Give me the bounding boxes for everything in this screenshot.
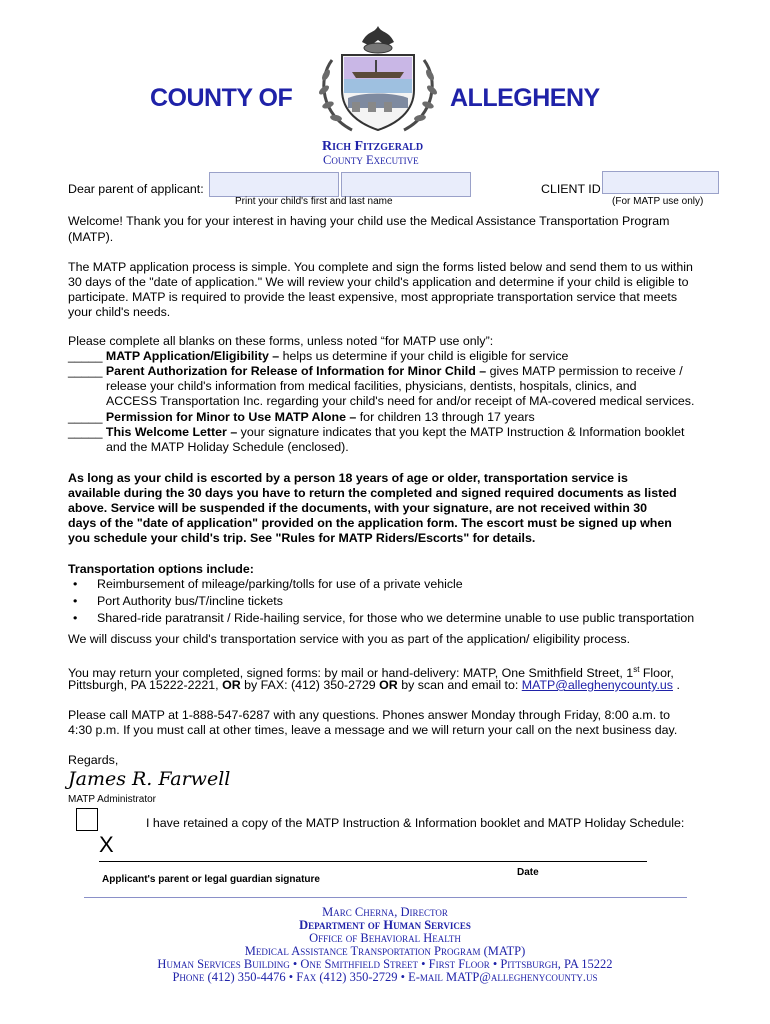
checklist-blank[interactable]: _____: [68, 425, 103, 439]
escort-line-5: you schedule your child's trip. See "Rules for MATP Riders/Escorts" for details.: [68, 531, 536, 545]
administrator-signature: James R. Farwell: [68, 768, 231, 790]
regards: Regards,: [68, 753, 119, 767]
footer-director: Marc Cherna, Director: [322, 905, 448, 919]
process-line-2: 30 days of the "date of application." We will review your child's application and determine if your child is eligible to: [68, 275, 689, 289]
checklist-item: [68, 425, 684, 440]
welcome-line-2: (MATP).: [68, 230, 114, 244]
name-field-hint: Print your child's first and last name: [235, 196, 393, 207]
checklist-desc: your signature indicates that you kept the MATP Instruction & Information booklet: [237, 425, 685, 439]
footer-address: Human Services Building • One Smithfield Street • First Floor • Pittsburgh, PA 15222: [157, 957, 613, 971]
or-emphasis: OR: [222, 678, 241, 692]
escort-line-3: above. Service will be suspended if the documents, with your signature, are not received within 30: [68, 501, 648, 515]
checklist-item: [68, 410, 535, 425]
footer-contact: Phone (412) 350-4476 • Fax (412) 350-2729 • E-mail MATP@alleghenycounty.us: [172, 970, 598, 984]
or-emphasis: OR: [379, 678, 398, 692]
county-of-title: COUNTY OF: [150, 84, 293, 112]
client-id-field[interactable]: [602, 171, 719, 194]
checklist-item: [68, 364, 683, 379]
ordinal-suffix: st: [633, 665, 640, 674]
county-seal-logo: [312, 20, 444, 138]
guardian-signature-label: Applicant's parent or legal guardian signature: [102, 874, 320, 885]
signature-line[interactable]: [99, 861, 647, 862]
client-id-label: CLIENT ID: [541, 182, 601, 196]
retained-copy-checkbox[interactable]: [76, 808, 98, 831]
bullet-icon: •: [73, 611, 78, 625]
discuss-line: We will discuss your child's transportation service with you as part of the application/ eligibility process.: [68, 632, 631, 646]
escort-line-1: As long as your child is escorted by a person 18 years of age or older, transportation service is: [68, 471, 628, 485]
call-line-2: 4:30 p.m. If you must call at other times, leave a message and we will return your call on the next business day.: [68, 723, 678, 737]
process-line-4: your child's needs.: [68, 305, 171, 319]
escort-line-2: available during the 30 days you have to return the completed and signed required documents as listed: [68, 486, 677, 500]
administrator-title: MATP Administrator: [68, 794, 156, 805]
return-line-2: [68, 678, 680, 693]
checklist-blank[interactable]: _____: [68, 364, 103, 378]
escort-line-4: days of the "date of application" provided on the application form. The escort must be signed up when: [68, 516, 672, 530]
process-line-1: The MATP application process is simple. You complete and sign the forms listed below and send them to us within: [68, 260, 693, 274]
welcome-line-1: Welcome! Thank you for your interest in having your child use the Medical Assistance Transportation Program: [68, 214, 670, 228]
dear-parent-label: Dear parent of applicant:: [68, 182, 204, 196]
checklist-desc: gives MATP permission to receive /: [486, 364, 683, 378]
option-item: Shared-ride paratransit / Ride-hailing service, for those who we determine unable to use public transportation: [97, 611, 695, 625]
bullet-icon: •: [73, 594, 78, 608]
return-text: Pittsburgh, PA 15222-2221,: [68, 678, 219, 692]
checklist-title: Permission for Minor to Use MATP Alone –: [105, 410, 357, 424]
child-last-name-field[interactable]: [341, 172, 471, 197]
checklist-blank[interactable]: _____: [68, 349, 103, 363]
retained-copy-statement: I have retained a copy of the MATP Instruction & Information booklet and MATP Holiday Schedule:: [146, 816, 685, 830]
date-label: Date: [517, 867, 539, 878]
executive-name: Rich Fitzgerald: [322, 139, 424, 154]
checklist-title: MATP Application/Eligibility –: [105, 349, 280, 363]
checklist-desc-continued: and the MATP Holiday Schedule (enclosed).: [106, 440, 349, 454]
footer-program: Medical Assistance Transportation Program (MATP): [244, 944, 526, 958]
return-text: Floor,: [639, 666, 674, 681]
email-link[interactable]: MATP@alleghenycounty.us: [521, 678, 673, 692]
child-first-name-field[interactable]: [209, 172, 339, 197]
signature-x-mark: X: [99, 832, 114, 857]
checklist-item: [68, 349, 568, 364]
checklist-desc: for children 13 through 17 years: [356, 410, 535, 424]
footer-office: Office of Behavioral Health: [309, 931, 461, 945]
option-item: Reimbursement of mileage/parking/tolls for use of a private vehicle: [97, 577, 463, 591]
return-text: You may return your completed, signed forms: by mail or hand-delivery: MATP, One Smithfield Street, 1: [68, 666, 634, 681]
checklist-desc-continued: ACCESS Transportation Inc. regarding your child's need for and/or receipt of MA-covered medical services.: [106, 394, 695, 408]
return-text: by FAX: (412) 350-2729: [244, 678, 376, 692]
checklist-desc: helps us determine if your child is eligible for service: [279, 349, 569, 363]
checklist-desc-continued: release your child's information from medical facilities, physicians, dentists, hospitals, clinics, and: [106, 379, 637, 393]
return-text: by scan and email to:: [401, 678, 519, 692]
process-line-3: participate. MATP is required to provide the least expensive, most appropriate transportation service that meets: [68, 290, 678, 304]
footer-divider: [84, 897, 687, 898]
footer-department: Department of Human Services: [299, 918, 471, 932]
checklist-title: Parent Authorization for Release of Information for Minor Child –: [105, 364, 487, 378]
return-text: .: [676, 678, 680, 692]
checklist-title: This Welcome Letter –: [105, 425, 238, 439]
call-line-1: Please call MATP at 1-888-547-6287 with any questions. Phones answer Monday through Friday, 8:00 a.m. to: [68, 708, 670, 722]
options-heading: Transportation options include:: [68, 562, 254, 576]
checklist-blank[interactable]: _____: [68, 410, 103, 424]
complete-blanks-intro: Please complete all blanks on these forms, unless noted “for MATP use only”:: [68, 334, 494, 348]
bullet-icon: •: [73, 577, 78, 591]
executive-title: County Executive: [323, 153, 419, 167]
allegheny-title: ALLEGHENY: [450, 84, 600, 112]
option-item: Port Authority bus/T/incline tickets: [97, 594, 283, 608]
matp-use-only-hint: (For MATP use only): [612, 196, 704, 207]
